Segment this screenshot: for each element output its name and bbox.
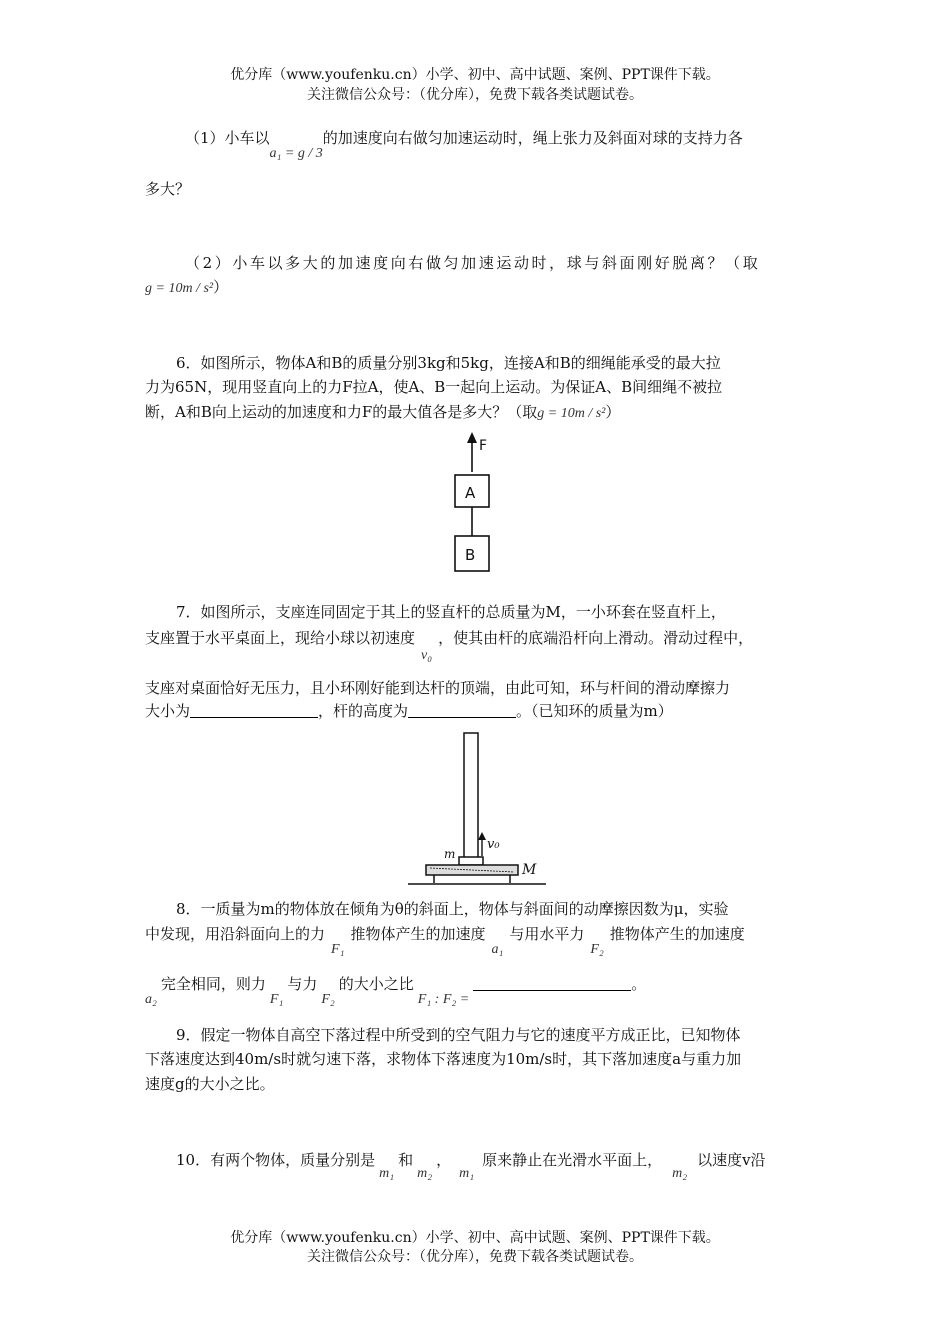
q10-text-d: 原来静止在光滑水平面上， [482, 1151, 663, 1169]
q6-figure-force-arrowhead [467, 432, 477, 443]
q6-line3-math: g = 10m / s² [537, 406, 606, 421]
q5-part2-line: （2）小车以多大的加速度向右做匀加速运动时，球与斜面刚好脱离？（取 [185, 254, 761, 272]
page-footer-line1: 优分库（www.youfenku.cn）小学、初中、高中试题、案例、PPT课件下载。 [230, 1230, 720, 1246]
q7-answer-blank-friction[interactable] [190, 703, 318, 718]
q5-part1-end: 多大？ [145, 180, 191, 198]
q10-m2: m₂ [417, 1166, 433, 1181]
q8-line2-text-b: 推物体产生的加速度 [350, 925, 486, 943]
q7-line4 [145, 700, 673, 721]
q8-line2-F2: F₂ [590, 942, 604, 957]
q6-line3-close: ） [605, 403, 621, 421]
q8-line3-text-a: 完全相同，则力 [160, 975, 266, 993]
q7-line2-text-b: ，使其由杆的底端沿杆向上滑动。滑动过程中， [438, 629, 754, 647]
q5-part1-text-b: 的加速度向右做匀加速运动时，绳上张力及斜面对球的支持力各 [322, 129, 743, 147]
q6-figure-blocks [445, 430, 505, 576]
q8-answer-blank[interactable] [473, 976, 631, 991]
q7-line4-text-b: ，杆的高度为 [318, 702, 409, 720]
q5-part1-math: a₁ = g / 3 [269, 146, 323, 161]
q6-line3-text: 断，A和B向上运动的加速度和力F的最大值各是多大？（取 [145, 403, 538, 421]
q7-figure-rod [464, 733, 478, 863]
q6-figure-label-A: A [465, 484, 476, 502]
q7-line3: 支座对桌面恰好无压力，且小环刚好能到达杆的顶端，由此可知，环与杆间的滑动摩擦力 [145, 679, 731, 697]
q5-part1-text-a: （1）小车以 [185, 129, 270, 147]
q8-line3-F2: F₂ [321, 992, 335, 1007]
q6-figure-label-F: F [479, 438, 488, 454]
q5-part1-line [185, 127, 743, 161]
q7-line2-math: v₀ [421, 648, 433, 663]
q8-line3-end: 。 [631, 975, 647, 993]
q8-line3-text-c: 的大小之比 [338, 975, 414, 993]
q8-line3-text-b: 与力 [287, 975, 318, 993]
page-header-line2: 关注微信公众号：（优分库），免费下载各类试题试卷。 [307, 87, 643, 103]
q8-line3-ratio: F₁ : F₂ = [417, 992, 470, 1007]
q8-line2 [145, 923, 745, 957]
q6-line2: 力为65N，现用竖直向上的力F拉A，使A、B一起向上运动。为保证A、B间细绳不被拉 [145, 378, 723, 396]
q10-text-b: 和 [398, 1151, 414, 1169]
q5-part2-math: g = 10m / s² [145, 281, 214, 296]
q8-line2-F1: F₁ [331, 942, 345, 957]
q8-line2-text-d: 推物体产生的加速度 [609, 925, 745, 943]
q7-line1: 7．如图所示，支座连同固定于其上的竖直杆的总质量为M，一小环套在竖直杆上， [176, 603, 726, 621]
q7-answer-blank-height[interactable] [408, 703, 516, 718]
page-footer-line2: 关注微信公众号：（优分库），免费下载各类试题试卷。 [307, 1249, 643, 1265]
q6-line1: 6．如图所示，物体A和B的质量分别3kg和5kg，连接A和B的细绳能承受的最大拉 [176, 354, 721, 372]
q6-figure-label-B: B [465, 546, 476, 564]
q7-figure-velocity-arrowhead [478, 832, 486, 840]
q10-text-c: ， [436, 1151, 452, 1169]
q9-line1: 9．假定一物体自高空下落过程中所受到的空气阻力与它的速度平方成正比，已知物体 [176, 1026, 741, 1044]
q10-m1: m₁ [379, 1166, 395, 1181]
q7-figure-label-v0: v₀ [487, 837, 500, 852]
q8-line2-text-a: 中发现，用沿斜面向上的力 [145, 925, 326, 943]
q5-part2-line2 [145, 276, 228, 297]
q7-line4-text-c: 。（已知环的质量为m） [516, 702, 673, 720]
q10-text-a: 10．有两个物体，质量分别是 [176, 1151, 376, 1169]
q8-line1: 8．一质量为m的物体放在倾角为θ的斜面上，物体与斜面间的动摩擦因数为μ，实验 [176, 900, 729, 918]
q7-figure-stand [404, 728, 554, 888]
q10-m2-second: m₂ [672, 1166, 688, 1181]
q8-line3-F1: F₁ [269, 992, 284, 1007]
q7-figure-ring [459, 857, 483, 865]
q9-line2: 下落速度达到40m/s时就匀速下落，求物体下落速度为10m/s时，其下落加速度a与重力加 [145, 1050, 742, 1068]
q8-line3 [145, 973, 647, 1007]
q7-line2-text-a: 支座置于水平桌面上，现给小球以初速度 [145, 629, 416, 647]
q7-line2 [145, 627, 754, 663]
q6-line3 [145, 401, 620, 422]
q10-m1-second: m₁ [459, 1166, 475, 1181]
q10-text-e: 以速度v沿 [697, 1151, 766, 1169]
page-header-line1: 优分库（www.youfenku.cn）小学、初中、高中试题、案例、PPT课件下载。 [230, 67, 720, 83]
q5-part2-close: ） [213, 278, 229, 296]
q7-line4-text-a: 大小为 [145, 702, 191, 720]
q7-figure-label-m: m [444, 847, 456, 861]
q9-line3: 速度g的大小之比。 [145, 1075, 275, 1093]
q8-line2-a1: a₁ [491, 942, 504, 957]
q8-line2-text-c: 与用水平力 [509, 925, 585, 943]
q10-line1 [176, 1149, 766, 1181]
q7-figure-label-M: M [522, 862, 537, 878]
q8-line3-a2: a₂ [145, 992, 157, 1007]
